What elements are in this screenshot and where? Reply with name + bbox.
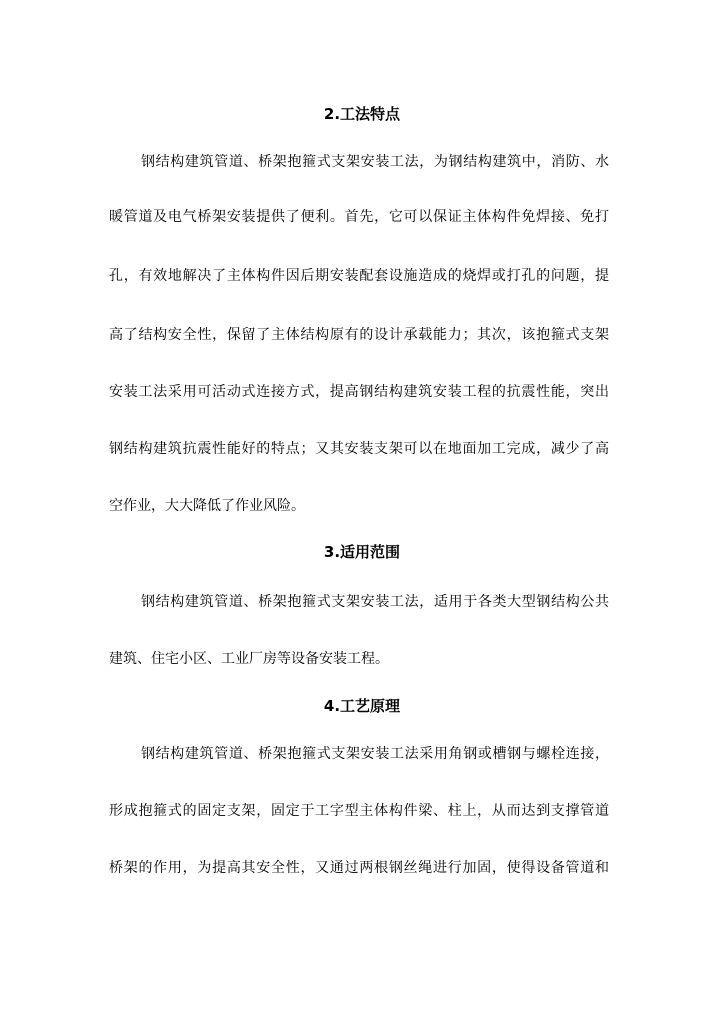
section-heading-3: 3.适用范围: [323, 543, 401, 561]
paragraph-line: 钢结构建筑管道、桥架抱箍式支架安装工法，为钢结构建筑中，消防、水: [141, 154, 609, 170]
paragraph-line: 安装工法采用可活动式连接方式，提高钢结构建筑安装工程的抗震性能，突出: [109, 384, 609, 400]
paragraph-line: 高了结构安全性，保留了主体结构原有的设计承载能力；其次，该抱箍式支架: [109, 327, 609, 343]
paragraph-line: 建筑、住宅小区、工业厂房等设备安装工程。: [109, 651, 389, 667]
paragraph-line: 空作业，大大降低了作业风险。: [109, 498, 305, 514]
paragraph-line: 钢结构建筑抗震性能好的特点；又其安装支架可以在地面加工完成，减少了高: [109, 441, 609, 457]
section-heading-4: 4.工艺原理: [323, 697, 401, 715]
paragraph-line: 钢结构建筑管道、桥架抱箍式支架安装工法，适用于各类大型钢结构公共: [141, 594, 609, 610]
section-heading-2: 2.工法特点: [323, 105, 401, 123]
paragraph-line: 形成抱箍式的固定支架，固定于工字型主体构件梁、柱上，从而达到支撑管道: [109, 803, 609, 819]
paragraph-line: 钢结构建筑管道、桥架抱箍式支架安装工法采用角钢或槽钢与螺栓连接，: [141, 746, 609, 762]
paragraph-line: 暖管道及电气桥架安装提供了便利。首先，它可以保证主体构件免焊接、免打: [109, 209, 609, 225]
paragraph-line: 孔，有效地解决了主体构件因后期安装配套设施造成的烧焊或打孔的问题，提: [109, 268, 609, 284]
paragraph-line: 桥架的作用，为提高其安全性，又通过两根钢丝绳进行加固，使得设备管道和: [109, 860, 609, 876]
